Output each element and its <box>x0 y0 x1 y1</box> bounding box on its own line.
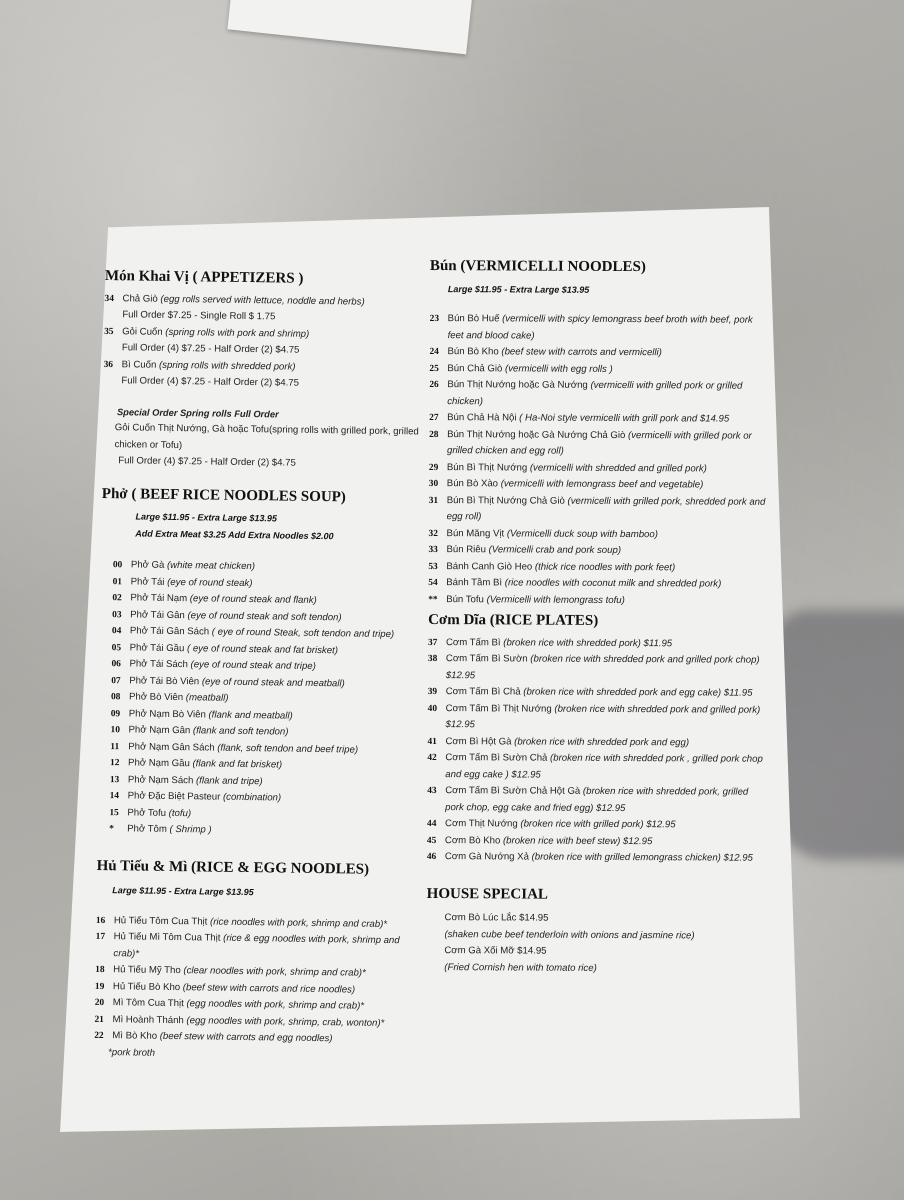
item-name: Phở Bò Viên <box>128 691 184 704</box>
item-name: Bún Bì Thịt Nướng <box>446 461 528 474</box>
item-number: 11 <box>110 741 120 752</box>
item-description: (spring rolls with shredded pork) <box>158 359 296 373</box>
item-text <box>447 410 769 428</box>
item-description: (vermicelli with grilled pork or grilled chicken and egg roll) <box>446 429 752 457</box>
item-number: 33 <box>428 544 438 556</box>
menu-item <box>95 929 415 966</box>
item-description: ( eye of round Steak, soft tendon and tripe) <box>211 626 395 641</box>
item-description: (combination) <box>222 791 282 804</box>
item-name: Cơm Tấm Bì Sườn Chả <box>445 752 548 764</box>
item-number: 08 <box>110 692 121 703</box>
item-name: Phở Đặc Biệt Pasteur <box>127 790 221 803</box>
item-text <box>447 476 769 494</box>
item-text <box>445 833 767 851</box>
house-line: (Fried Cornish hen with tomato rice) <box>444 961 597 974</box>
item-description: (eye of round steak and tripe) <box>190 659 316 672</box>
item-name: Cơm Gà Nướng Xả <box>444 851 529 863</box>
item-text <box>446 635 768 653</box>
item-name: Bún Chả Giò <box>447 362 503 374</box>
item-description: (rice noodles with coconut milk and shredded pork) <box>504 577 722 590</box>
item-number: 37 <box>427 637 438 648</box>
item-number: 36 <box>103 359 114 370</box>
menu-item <box>427 849 767 867</box>
item-number: 19 <box>94 981 105 992</box>
menu-item <box>428 684 768 702</box>
item-description: (flank and tripe) <box>195 774 263 787</box>
item-name: Cơm Bò Kho <box>444 834 501 846</box>
item-description: (vermicelli with grilled pork or grilled chicken) <box>447 379 743 407</box>
item-number: 39 <box>427 686 438 698</box>
item-name: Mì Hoành Thánh <box>112 1013 184 1026</box>
bun-list <box>428 311 770 610</box>
item-number: 38 <box>427 653 438 665</box>
item-text <box>113 929 415 966</box>
item-number: 24 <box>429 346 439 358</box>
item-text <box>447 493 769 528</box>
item-description: ( Ha-Noi style vermicelli with grill pork and $14.95 <box>519 412 730 425</box>
item-number: 23 <box>429 313 440 325</box>
menu-item <box>429 476 769 494</box>
item-name: Phở Tái Nạm <box>130 592 188 605</box>
menu-item <box>427 783 767 818</box>
item-description: ( Shrimp ) <box>169 823 212 836</box>
item-name: Phở Tái Sách <box>129 658 188 671</box>
item-name: Phở Tái <box>130 575 165 588</box>
shadow <box>770 610 904 860</box>
item-description: (Vermicelli crab and pork soup) <box>488 544 622 557</box>
house-line: Cơm Gà Xối Mỡ $14.95 <box>444 945 547 957</box>
item-number: 17 <box>95 931 106 943</box>
item-description: (white meat chicken) <box>166 559 256 573</box>
item-description: (egg noodles with pork, shrimp and crab)* <box>186 998 365 1012</box>
special-order-price: Full Order (4) $7.25 - Half Order (2) $4.75 <box>118 455 296 469</box>
item-text <box>447 377 769 412</box>
item-description: (thick rice noodles with pork feet) <box>534 561 676 573</box>
menu-item <box>429 492 769 527</box>
item-text <box>446 651 768 686</box>
menu-item <box>427 750 767 785</box>
item-name: Cơm Bì Hột Gà <box>445 735 512 747</box>
item-name: Phở Tái Gân <box>130 608 185 621</box>
item-text <box>445 750 767 785</box>
item-number: 15 <box>109 807 119 818</box>
item-number: 54 <box>428 577 438 589</box>
item-number: 46 <box>426 851 437 863</box>
item-price: Full Order (4) $7.25 - Half Order (2) $4.75 <box>121 342 300 356</box>
item-text <box>446 575 768 593</box>
item-text <box>447 344 769 362</box>
item-name: Bánh Tầm Bì <box>446 577 503 589</box>
item-number: 29 <box>428 462 439 473</box>
item-name: Phở Nạm Sách <box>127 773 194 786</box>
item-number: 13 <box>109 774 120 785</box>
item-description: (vermicelli with grilled pork, shredded pork and egg roll) <box>446 495 766 523</box>
item-number: 21 <box>94 1014 104 1025</box>
item-number: 10 <box>110 725 120 736</box>
item-description: (eye of round steak and meatball) <box>201 675 345 689</box>
item-text <box>446 684 768 702</box>
item-text <box>446 542 768 560</box>
item-name: Bì Cuốn <box>121 358 157 371</box>
item-description: (vermicelli with spicy lemongrass beef broth with beef, pork feet and blood cake) <box>447 313 753 342</box>
menu-item <box>427 816 767 834</box>
item-description: (rice & egg noodles with pork, shrimp and crab)* <box>113 932 400 960</box>
item-description: (flank and soft tendon) <box>192 725 289 738</box>
menu-item <box>429 360 769 378</box>
item-description: (egg rolls served with lettuce, noddle and herbs) <box>160 293 365 308</box>
item-description: (broken rice with shredded pork and egg) <box>514 735 690 748</box>
item-number: 06 <box>111 659 121 670</box>
appetizers-heading: Món Khai Vị ( APPETIZERS ) <box>104 268 304 287</box>
item-number: 34 <box>104 293 115 304</box>
item-number: 45 <box>426 835 437 846</box>
menu-item <box>429 459 769 477</box>
item-number: 14 <box>109 791 120 802</box>
item-name: Bún Tofu <box>446 593 484 605</box>
item-description: (eye of round steak and flank) <box>189 593 317 606</box>
item-number: 20 <box>94 997 105 1009</box>
item-description: (vermicelli with shredded and grilled pork) <box>529 462 707 474</box>
item-number: 27 <box>429 412 439 424</box>
item-description: (broken rice with shredded pork and egg cake) $11.95 <box>523 686 753 699</box>
item-number: 03 <box>112 609 122 620</box>
item-description: (broken rice with grilled lemongrass chicken) $12.95 <box>531 851 753 864</box>
item-number: 40 <box>427 703 438 714</box>
item-text <box>446 701 768 736</box>
menu-item <box>429 525 769 543</box>
house-line: Cơm Bò Lúc Lắc $14.95 <box>444 912 549 924</box>
item-name: Phở Nạm Gân <box>128 724 191 737</box>
item-description: (Vermicelli with lemongrass tofu) <box>486 593 625 606</box>
item-number: 32 <box>428 528 438 539</box>
bun-heading: Bún (VERMICELLI NOODLES) <box>429 258 646 276</box>
special-order-title: Special Order Spring rolls Full Order <box>116 406 279 419</box>
item-name: Gỏi Cuốn <box>122 325 163 338</box>
item-number: 31 <box>428 495 439 506</box>
item-description: (broken rice with grilled pork) $12.95 <box>520 818 676 831</box>
item-description: (flank and fat brisket) <box>192 758 283 771</box>
item-name: Cơm Tấm Bì Chả <box>445 686 521 698</box>
item-number: 41 <box>427 736 437 747</box>
menu-item <box>428 651 768 686</box>
house-line: (shaken cube beef tenderloin with onions and jasmine rice) <box>444 928 695 941</box>
item-name: Cơm Tấm Bì Sườn <box>445 653 528 665</box>
menu-item <box>429 344 769 362</box>
item-name: Bún Bò Xào <box>446 478 499 490</box>
item-number: 35 <box>104 326 114 337</box>
house-special-heading: HOUSE SPECIAL <box>426 885 549 903</box>
menu-item <box>430 311 770 346</box>
item-number: 09 <box>110 708 121 719</box>
item-description: (tofu) <box>168 807 192 819</box>
item-name: Cơm Tấm Bì Sườn Chả Hột Gà <box>445 785 581 797</box>
item-number: 01 <box>112 576 123 587</box>
item-description: (spring rolls with pork and shrimp) <box>165 326 310 340</box>
item-number: 02 <box>112 593 122 604</box>
item-number: ** <box>428 594 438 605</box>
item-name: Hủ Tiếu Mỹ Tho <box>113 964 181 977</box>
item-number: 44 <box>427 818 437 830</box>
background-paper-corner <box>227 0 472 54</box>
pho-extra: Add Extra Meat $3.25 Add Extra Noodles $2.00 <box>135 527 334 541</box>
left-column <box>94 268 425 1065</box>
menu-item <box>429 426 769 461</box>
item-description: (beef stew with carrots and vermicelli) <box>501 346 662 359</box>
item-text <box>445 849 767 867</box>
item-text <box>445 783 767 818</box>
item-name: Bánh Canh Giò Heo <box>446 560 533 573</box>
item-number: 04 <box>111 626 122 637</box>
item-name: Hủ Tiếu Mì Tôm Cua Thịt <box>113 931 221 944</box>
item-name: Bún Bò Huế <box>447 313 500 325</box>
com-list <box>427 634 768 867</box>
item-description: (vermicelli with egg rolls ) <box>505 362 613 375</box>
item-description: (eye of round steak and soft tendon) <box>187 609 342 623</box>
item-number: 00 <box>112 560 123 571</box>
item-name: Bún Riêu <box>446 544 486 556</box>
item-price: Full Order (4) $7.25 - Half Order (2) $4.75 <box>121 375 300 389</box>
item-description: (broken rice with shredded pork, grilled pork chop, egg cake and fried egg) $12.95 <box>445 785 749 814</box>
item-name: Bún Thịt Nướng hoặc Gà Nướng Chả Giò <box>447 428 626 441</box>
pho-heading: Phở ( BEEF RICE NOODLES SOUP) <box>101 485 346 505</box>
menu-item <box>429 410 769 428</box>
pho-list <box>97 557 421 842</box>
item-number: 53 <box>428 561 438 572</box>
item-description: (flank, soft tendon and beef tripe) <box>217 742 359 756</box>
item-name: Bún Bì Thịt Nướng Chả Giò <box>446 494 565 507</box>
item-number: 16 <box>95 915 106 926</box>
menu-item <box>428 575 768 593</box>
com-heading: Cơm Dĩa (RICE PLATES) <box>428 611 599 629</box>
item-name: Phở Tái Gân Sách <box>129 625 210 638</box>
item-description: (meatball) <box>185 692 229 704</box>
item-name: Phở Tái Bò Viên <box>129 674 200 687</box>
item-number: 05 <box>111 642 122 653</box>
item-description: (eye of round steak) <box>167 576 253 589</box>
item-name: Bún Chả Hà Nội <box>447 412 517 424</box>
item-name: Phở Gà <box>130 559 165 571</box>
special-order-desc: Gỏi Cuốn Thịt Nướng, Gà hoặc Tofu(spring rolls with grilled pork, grilled chicken or Tofu) <box>114 422 419 451</box>
item-number: 25 <box>429 363 439 374</box>
item-number: 12 <box>110 758 120 769</box>
item-number: 43 <box>427 785 437 797</box>
item-name: Chả Giò <box>122 292 158 305</box>
item-number: 18 <box>95 964 105 976</box>
menu-item <box>427 733 767 751</box>
item-text <box>446 592 768 610</box>
bun-price: Large $11.95 - Extra Large $13.95 <box>447 283 590 295</box>
item-name: Phở Tái Gầu <box>129 641 185 654</box>
pork-broth-note: *pork broth <box>107 1046 156 1059</box>
item-description: (beef stew with carrots and egg noodles) <box>159 1030 333 1045</box>
menu-item <box>428 634 768 652</box>
item-number: 28 <box>429 429 439 440</box>
item-name: Mì Bò Kho <box>112 1030 158 1042</box>
item-name: Phở Nạm Gầu <box>128 757 190 770</box>
item-name: Phở Nạm Gân Sách <box>128 740 215 754</box>
item-number: 22 <box>94 1030 104 1042</box>
item-text <box>446 559 768 577</box>
hu-tieu-price: Large $11.95 - Extra Large $13.95 <box>112 885 254 898</box>
item-description: (rice noodles with pork, shrimp and crab)* <box>209 916 388 930</box>
item-text <box>447 526 769 544</box>
item-number: 42 <box>427 752 437 764</box>
item-description: (broken rice with shredded pork) $11.95 <box>503 636 673 649</box>
item-description: (broken rice with shredded pork and grilled pork chop) $12.95 <box>445 653 760 681</box>
item-description: (broken rice with shredded pork , grilled pork chop and egg cake ) $12.95 <box>445 752 763 781</box>
item-name: Mì Tôm Cua Thịt <box>112 997 184 1010</box>
item-name: Cơm Tấm Bì Thịt Nướng <box>445 702 552 715</box>
item-text <box>447 460 769 478</box>
pho-price: Large $11.95 - Extra Large $13.95 <box>135 511 278 524</box>
item-description: (vermicelli with lemongrass beef and vegetable) <box>500 478 704 491</box>
item-number: 26 <box>429 379 439 391</box>
item-description: (Vermicelli duck soup with bamboo) <box>506 527 658 540</box>
item-number: * <box>109 824 114 835</box>
item-text <box>447 361 769 379</box>
menu-item <box>428 558 768 576</box>
item-name: Hủ Tiếu Tôm Cua Thịt <box>113 914 208 927</box>
right-column <box>426 258 770 978</box>
item-text <box>445 816 767 834</box>
item-description: (clear noodles with pork, shrimp and crab)* <box>183 965 366 979</box>
item-description: (broken rice with beef stew) $12.95 <box>502 834 653 847</box>
item-text <box>447 427 769 462</box>
item-description: (broken rice with shredded pork and grilled pork) $12.95 <box>445 703 761 731</box>
item-name: Cơm Tấm Bì <box>445 636 501 648</box>
menu-item <box>427 832 767 850</box>
item-number: 07 <box>111 675 121 686</box>
item-description: (beef stew with carrots and rice noodles) <box>182 981 356 996</box>
item-name: Phở Tofu <box>127 806 167 819</box>
item-name: Bún Thịt Nướng hoặc Gà Nướng <box>447 379 588 391</box>
item-text <box>445 734 767 752</box>
menu-item <box>428 591 768 609</box>
item-number: 30 <box>428 478 439 490</box>
item-name: Bún Măng Vịt <box>446 527 505 539</box>
hu-tieu-list <box>94 912 416 1048</box>
item-description: (egg noodles with pork, shrimp, crab, wonton)* <box>186 1014 385 1029</box>
item-name: Hủ Tiếu Bò Kho <box>112 980 181 993</box>
item-name: Phở Nạm Bò Viên <box>128 707 206 720</box>
item-description: (flank and meatball) <box>208 708 293 722</box>
item-name: Cơm Thịt Nướng <box>445 818 518 830</box>
item-name: Bún Bò Kho <box>447 346 499 358</box>
menu-item <box>428 542 768 560</box>
appetizer-list <box>103 290 424 393</box>
item-price: Full Order $7.25 - Single Roll $ 1.75 <box>122 309 276 323</box>
item-text <box>448 311 770 346</box>
menu-item <box>429 377 769 412</box>
menu-item <box>428 700 768 735</box>
item-description: ( eye of round steak and fat brisket) <box>186 642 339 656</box>
item-name: Phở Tôm <box>127 823 167 835</box>
hu-tieu-heading: Hủ Tiếu & Mì (RICE & EGG NOODLES) <box>96 857 370 878</box>
